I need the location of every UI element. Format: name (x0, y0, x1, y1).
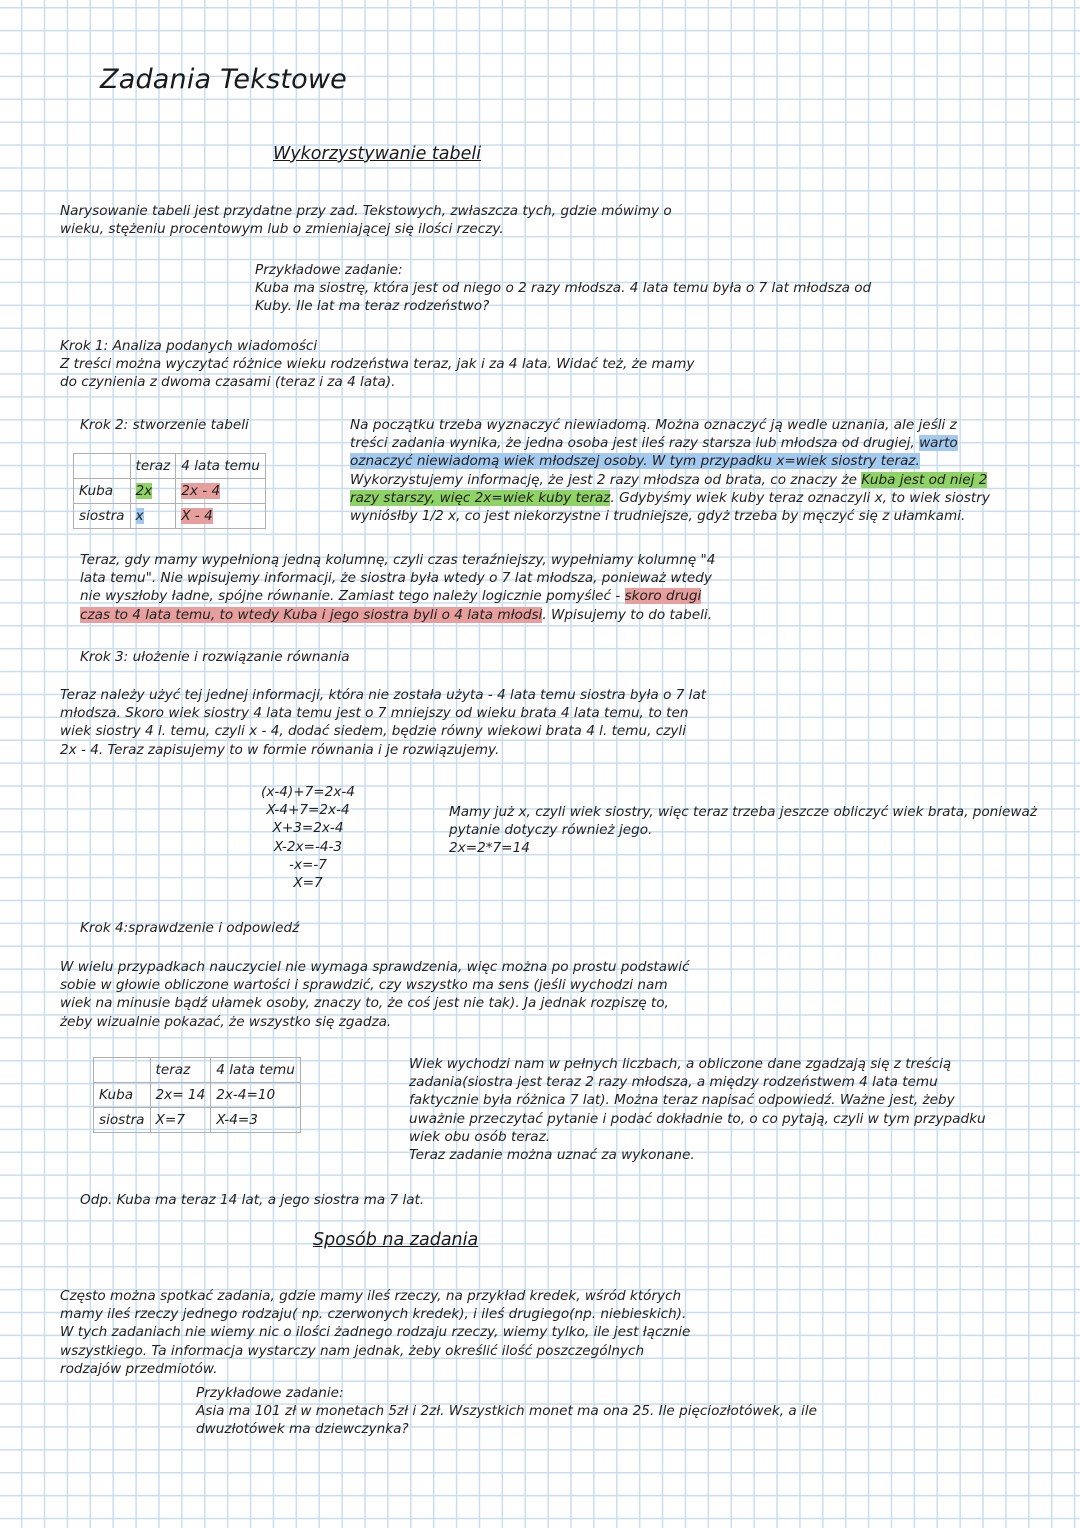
text-line: faktycznie była różnica 7 lat). Można teraz napisać odpowiedź. Ważne jest, żeby (409, 1092, 955, 1109)
step-3-title: Krok 3: ułożenie i rozwiązanie równania (80, 649, 350, 665)
table-row (94, 1083, 301, 1108)
row-label: Kuba (94, 1083, 151, 1108)
table-cell: 2x= 14 (150, 1083, 211, 1108)
cell-value: 2x - 4 (181, 483, 221, 499)
step-1 (60, 337, 780, 392)
text-line: do czynienia z dwoma czasami (teraz i za 4 lata). (60, 374, 396, 391)
text-line: Często można spotkać zadania, gdzie mamy ileś rzeczy, na przykład kredek, wśród których (60, 1288, 682, 1304)
text-line: 2x=2*7=14 (449, 840, 530, 857)
table-header: teraz (150, 1058, 211, 1083)
equation-line: X-4+7=2x-4 (266, 802, 350, 819)
brother-age-note (449, 803, 1069, 858)
cell-value: x (135, 508, 144, 524)
text-line: czas to 4 lata temu, to wtedy Kuba i jego siostra byli o 4 lata młodsi. Wpisujemy to do tabeli. (80, 606, 713, 623)
step-3-paragraph (60, 686, 760, 759)
text-line: Mamy już x, czyli wiek siostry, więc teraz trzeba jeszcze obliczyć wiek brata, ponieważ (449, 804, 1037, 820)
example-task-2 (196, 1384, 896, 1439)
row-label: siostra (94, 1108, 151, 1133)
row-label: siostra (74, 504, 131, 529)
section-heading-table: Wykorzystywanie tabeli (273, 144, 482, 164)
text-line: pytanie dotyczy również jego. (449, 822, 653, 839)
method-paragraph (60, 1287, 760, 1378)
step-4-paragraph (60, 958, 760, 1031)
page-title: Zadania Tekstowe (100, 64, 347, 95)
text-line: Wykorzystujemy informację, że jest 2 razy młodsza od brata, co znaczy że Kuba jest od niej 2 (350, 471, 988, 488)
table-corner (94, 1058, 151, 1083)
text-line: dwuzłotówek ma dziewczynka? (196, 1421, 409, 1438)
text-line: rodzajów przedmiotów. (60, 1360, 218, 1377)
table-cell: 2x-4=10 (211, 1083, 301, 1108)
unknown-explanation (350, 416, 1050, 525)
text-line: wiek na minusie bądź ułamek osoby, znaczy to, że coś jest nie tak). Ja jednak rozpiszę to, (60, 995, 669, 1012)
text-line: mamy ileś rzeczy jednego rodzaju( np. czerwonych kredek), i ileś drugiego(np. niebieskich). (60, 1306, 687, 1323)
table-header: 4 lata temu (176, 454, 266, 479)
table-cell (176, 504, 266, 529)
equation-line: X+3=2x-4 (272, 820, 344, 837)
step-2-title: Krok 2: stworzenie tabeli (80, 417, 249, 433)
age-table-check (93, 1057, 301, 1133)
table-cell (130, 479, 176, 504)
text-line: nie wyszłoby ładne, spójne równanie. Zamiast tego należy logicznie pomyśleć - skoro drugi (80, 588, 702, 605)
equation-line: X=7 (293, 875, 323, 892)
text-line: Narysowanie tabeli jest przydatne przy zad. Tekstowych, zwłaszcza tych, gdzie mówimy o (60, 203, 672, 219)
text-line: zadania(siostra jest teraz 2 razy młodsza, a między rodzeństwem 4 lata temu (409, 1074, 938, 1091)
table-header: teraz (130, 454, 176, 479)
example-label: Przykładowe zadanie: (255, 262, 403, 278)
text-line: Teraz, gdy mamy wypełnioną jedną kolumnę, czyli czas teraźniejszy, wypełniamy kolumnę "4 (80, 552, 716, 568)
table-corner (74, 454, 131, 479)
age-table-unknowns (73, 453, 266, 529)
text-line: W tych zadaniach nie wiemy nic o ilości żadnego rodzaju rzeczy, wiemy tylko, ile jest łącznie (60, 1324, 691, 1341)
text-line: wszystkiego. Ta informacja wystarczy nam jednak, żeby określić ilość poszczególnych (60, 1342, 645, 1359)
answer: Odp. Kuba ma teraz 14 lat, a jego siostra ma 7 lat. (80, 1192, 425, 1208)
text-line: wieku, stężeniu procentowym lub o zmieniającej się ilości rzeczy. (60, 221, 504, 238)
text-line: 2x - 4. Teraz zapisujemy to w formie równania i je rozwiązujemy. (60, 741, 500, 758)
text-line: wiek obu osób teraz. (409, 1128, 551, 1145)
text-line: Teraz zadanie można uznać za wykonane. (409, 1147, 695, 1164)
step-4-title: Krok 4:sprawdzenie i odpowiedź (80, 920, 300, 936)
example-label: Przykładowe zadanie: (196, 1385, 344, 1401)
table-row (74, 504, 266, 529)
text-line: Wiek wychodzi nam w pełnych liczbach, a obliczone dane zgadzają się z treścią (409, 1056, 952, 1072)
table-row (74, 479, 266, 504)
text-line: treści zadania wynika, że jedna osoba jest ileś razy starsza lub młodsza od drugiej, warto (350, 435, 958, 452)
equation-steps (228, 783, 388, 892)
text-line: wyniósłby 1/2 x, co jest niekorzystne i trudniejsze, gdyż trzeba by męczyć się z ułamkami. (350, 508, 966, 525)
text-line: Teraz należy użyć tej jednej informacji, która nie została użyta - 4 lata temu siostra była o 7 lat (60, 687, 707, 703)
example-task-1 (255, 261, 955, 316)
text-line: Kuby. Ile lat ma teraz rodzeństwo? (255, 298, 490, 315)
table-header: 4 lata temu (211, 1058, 301, 1083)
text-line: razy starszy, więc 2x=wiek kuby teraz. Gdybyśmy wiek kuby teraz oznaczyli x, to wiek siostry (350, 489, 990, 506)
text-line: młodsza. Skoro wiek siostry 4 lata temu jest o 7 mniejszy od wieku brata 4 lata temu, to ten (60, 705, 689, 722)
text-line: żeby wizualnie pokazać, że wszystko się zgadza. (60, 1013, 392, 1030)
table-row (94, 1108, 301, 1133)
table-cell (130, 504, 176, 529)
equation-line: (x-4)+7=2x-4 (261, 784, 355, 800)
verification-note (409, 1055, 1069, 1164)
table-cell: X-4=3 (211, 1108, 301, 1133)
equation-line: X-2x=-4-3 (273, 838, 343, 855)
text-line: Asia ma 101 zł w monetach 5zł i 2zł. Wszystkich monet ma ona 25. Ile pięciozłotówek, a ile (196, 1403, 817, 1420)
text-line: Na początku trzeba wyznaczyć niewiadomą. Można oznaczyć ją wedle uznania, ale jeśli z (350, 417, 957, 433)
text-line: Kuba ma siostrę, która jest od niego o 2 razy młodsza. 4 lata temu była o 7 lat młodsza od (255, 280, 872, 297)
fill-column-paragraph (80, 551, 780, 624)
row-label: Kuba (74, 479, 131, 504)
text-line: oznaczyć niewiadomą wiek młodszej osoby. W tym przypadku x=wiek siostry teraz. (350, 453, 920, 470)
text-line: W wielu przypadkach nauczyciel nie wymaga sprawdzenia, więc można po prostu podstawić (60, 959, 690, 975)
text-line: Z treści można wyczytać różnice wieku rodzeństwa teraz, jak i za 4 lata. Widać też, że mamy (60, 356, 695, 373)
table-cell: X=7 (150, 1108, 211, 1133)
intro-paragraph (60, 202, 760, 238)
text-line: lata temu". Nie wpisujemy informacji, że siostra była wtedy o 7 lat młodsza, ponieważ wtedy (80, 570, 712, 587)
cell-value: 2x (135, 483, 153, 499)
text-line: sobie w głowie obliczone wartości i sprawdzić, czy wszystko ma sens (jeśli wychodzi nam (60, 977, 668, 994)
step-title: Krok 1: Analiza podanych wiadomości (60, 338, 318, 354)
table-cell (176, 479, 266, 504)
section-heading-method: Sposób na zadania (313, 1230, 479, 1250)
text-line: uważnie przeczytać pytanie i podać dokładnie to, o co pytają, czyli w tym przypadku (409, 1110, 986, 1127)
text-line: wiek siostry 4 l. temu, czyli x - 4, dodać siedem, będzie równy wiekowi brata 4 l. temu, czyli (60, 723, 686, 740)
equation-line: -x=-7 (289, 856, 327, 873)
cell-value: X - 4 (181, 508, 213, 524)
